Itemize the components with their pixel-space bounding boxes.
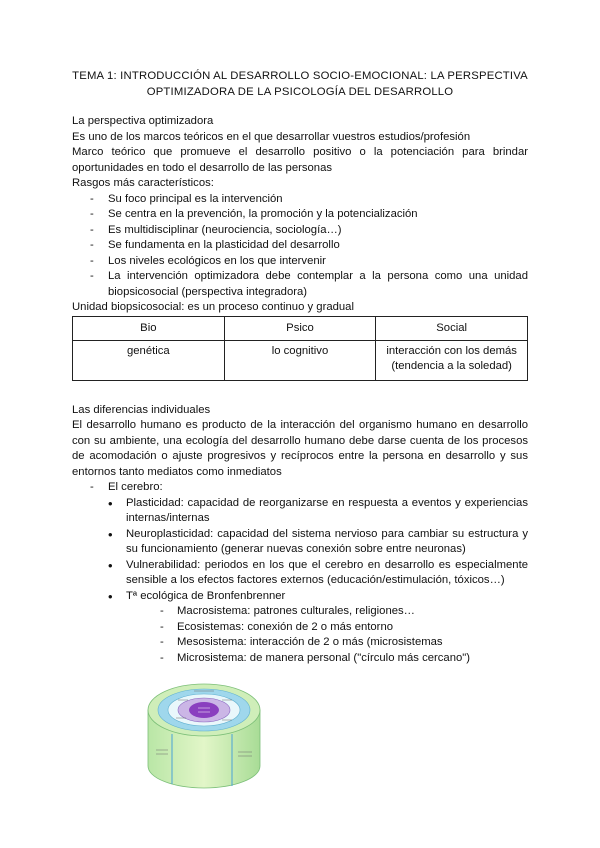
paragraph-desarrollo-humano: El desarrollo humano es producto de la interacción del organismo humano en desarrollo con su ambiente, una ecología del desarrollo humano debe darse cuenta de los procesos de acomodación o ajuste progresivos y recíprocos entre la persona en desarrollo y sus entornos tanto mediatos como inmediatos <box>72 419 528 478</box>
center-individual <box>189 702 219 718</box>
list-item: - La intervención optimizadora debe contemplar a la persona como una unidad biopsicosocial (perspectiva integradora) <box>90 269 528 300</box>
biopsicosocial-table <box>72 316 528 381</box>
list-item: - Mesosistema: interacción de 2 o más (microsistemas <box>160 635 528 651</box>
systems-list <box>72 604 528 666</box>
title-line-2: OPTIMIZADORA DE LA PSICOLOGÍA DEL DESARROLLO <box>146 86 454 98</box>
list-item: - Es multidisciplinar (neurociencia, sociología…) <box>90 223 528 239</box>
list-item-cerebro: - El cerebro: <box>90 480 528 496</box>
list-item: - Se fundamenta en la plasticidad del desarrollo <box>90 238 528 254</box>
list-item: • Vulnerabilidad: periodos en los que el cerebro en desarrollo es especialmente sensible a los efectos factores externos (educación/estimulación, tóxicos…) <box>108 558 528 589</box>
list-item: - Su foco principal es la intervención <box>90 192 528 208</box>
list-item: - Macrosistema: patrones culturales, religiones… <box>160 604 528 620</box>
list-item: • Tª ecológica de Bronfenbrenner <box>108 589 528 605</box>
traits-heading: Rasgos más característicos: <box>72 177 214 189</box>
list-item: - Se centra en la prevención, la promoción y la potencialización <box>90 207 528 223</box>
table-cell: genética <box>73 340 225 380</box>
brain-bullets <box>72 496 528 605</box>
ecological-model-illustration <box>142 668 266 792</box>
list-item: - Microsistema: de manera personal ("círculo más cercano") <box>160 651 528 667</box>
paragraph-marcos: Es uno de los marcos teóricos en el que desarrollar vuestros estudios/profesión <box>72 130 471 143</box>
spacer <box>72 381 528 403</box>
list-item: • Plasticidad: capacidad de reorganizarse en respuesta a eventos y experiencias internas/internas <box>108 496 528 527</box>
brain-list <box>72 480 528 496</box>
bronfenbrenner-diagram <box>142 668 266 792</box>
table-header-row <box>73 316 528 340</box>
page-title <box>72 68 528 100</box>
list-item: • Neuroplasticidad: capacidad del sistema nervioso para cambiar su estructura y su funcionamiento (generar nuevas conexión sobre entre neuronas) <box>108 527 528 558</box>
table-header-cell: Social <box>376 316 528 340</box>
traits-list <box>72 192 528 301</box>
document-page <box>72 68 528 792</box>
table-row <box>73 340 528 380</box>
paragraph-marco-teorico: Marco teórico que promueve el desarrollo positivo o la potenciación para brindar oportunidades en todo el desarrollo de las personas <box>72 146 528 174</box>
table-cell: interacción con los demás (tendencia a la soledad) <box>376 340 528 380</box>
table-header-cell: Psico <box>224 316 376 340</box>
table-cell: lo cognitivo <box>224 340 376 380</box>
unit-text: Unidad biopsicosocial: es un proceso continuo y gradual <box>72 301 354 313</box>
title-line-1: TEMA 1: INTRODUCCIÓN AL DESARROLLO SOCIO-EMOCIONAL: LA PERSPECTIVA <box>72 70 528 82</box>
section-heading-perspectiva: La perspectiva optimizadora <box>72 115 214 127</box>
list-item: - Los niveles ecológicos en los que intervenir <box>90 254 528 270</box>
section-heading-diferencias: Las diferencias individuales <box>72 403 211 416</box>
table-header-cell: Bio <box>73 316 225 340</box>
list-item: - Ecosistemas: conexión de 2 o más entorno <box>160 620 528 636</box>
